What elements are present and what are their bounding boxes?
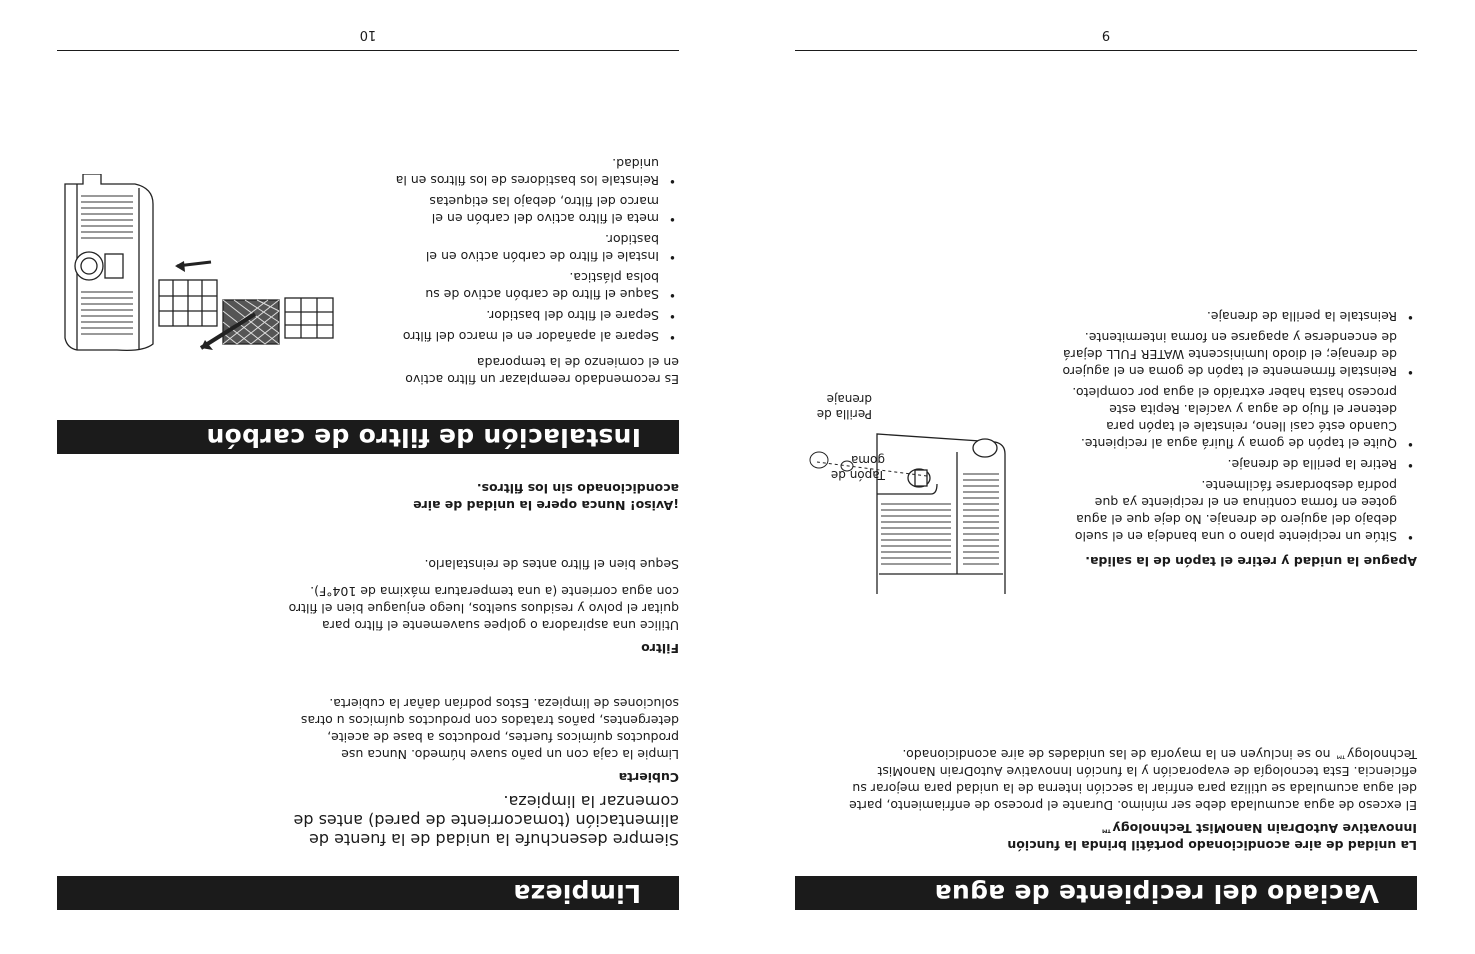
section-heading-cleaning: Limpieza	[57, 876, 679, 910]
list-item: • Separe al apañador en el marco del filtro	[389, 328, 679, 345]
list-item: • Instale el filtro de carbón activo en el bastidor.	[389, 231, 679, 265]
footer-rule	[57, 50, 679, 51]
carbon-steps	[389, 151, 679, 388]
callout-rubber-plug: Tapón de goma	[830, 453, 885, 482]
steps-list	[1057, 308, 1417, 545]
cabinet-section	[284, 695, 679, 786]
filter-title: Filtro	[641, 641, 679, 656]
filter-text: Utilice una aspiradora o golpee suavemente el filtro para quitar el polvo y residuos sueltos, luego enjuague bien el filtro con agua corriente (a una temperatura máxima de 104°F).	[288, 584, 679, 633]
intro-paragraph: El exceso de agua acumulada debe ser mínimo. Durante el proceso de enfriamiento, parte del agua acumulada se utiliza para enfriar la sección interna de la unidad para mejorar su eficiencia. Esta tecnología de evaporación y la función Innovative AutoDrain NanoMist Technology™ no se incluyen en la mayoría de las unidades de aire acondicionado.	[849, 747, 1417, 813]
drain-steps	[1057, 304, 1417, 570]
page-10	[57, 0, 679, 954]
page-number: 9	[1101, 27, 1111, 42]
list-item: • meta el filtro activo del carbón en el marco del filtro, debajo las etiquetas	[389, 193, 679, 227]
cabinet-text: Limpie la caja con un paño suave húmedo. Nunca use productos químicos fuertes, productos a base de aceite, detergentes, paños tratados con productos químicos u otras soluciones de limpieza. Estos podrían dañar la cubierta.	[300, 696, 679, 762]
page-number: 10	[359, 27, 377, 42]
list-item: • Quite el tapón de goma y fluirá agua al recipiente. Cuando esté casi lleno, reinstale el tapón para detener el flujo de agua y vacíela. Repita este proceso hasta haber extraído el agua por completo.	[1057, 384, 1417, 452]
cabinet-title: Cubierta	[618, 770, 679, 785]
list-item: • Separe el filtro del bastidor.	[389, 307, 679, 324]
warning-no-filter: ¡Aviso! Nunca opere la unidad de aire acondicionado sin los filtros.	[413, 481, 679, 513]
page-9	[795, 0, 1417, 954]
list-item: • Saque el filtro de carbón activo de su bolsa plástica.	[389, 269, 679, 303]
filter-section	[284, 556, 679, 657]
autodrain-intro	[817, 746, 1417, 854]
list-item: • Reinstale firmemente el tapón de goma en el agujero de drenaje; el diodo luminiscente WATER FULL dejará de encenderse y apagarse en forma intermitente.	[1057, 329, 1417, 380]
list-item: • Reinstale la perilla de drenaje.	[1057, 308, 1417, 325]
section-heading-carbon-filter: Instalación de filtro de carbón	[57, 420, 679, 454]
list-item: • Retire la perilla de drenaje.	[1057, 456, 1417, 473]
steps-title: Apague la unidad y retire el tapón de la salida.	[1085, 554, 1417, 569]
carbon-filter-illustration	[57, 174, 339, 354]
list-item: • Sitúe un recipiente plano o una bandeja en el suelo debajo del agujero de drenaje. No deje que el agua gotee en forma continua en el recipiente ya que podría desbordarse fácilmente.	[1057, 477, 1417, 545]
unplug-note: Siempre desenchufe la unidad de la fuente de alimentación (tomacorriente de pared) antes de comenzar la limpieza.	[293, 792, 679, 849]
callout-drain-knob: Perilla de drenaje	[816, 392, 872, 421]
carbon-steps-list	[389, 155, 679, 345]
filter-dry-note: Seque bien el filtro antes de reinstalarlo.	[424, 557, 679, 572]
intro-title-line1: La unidad de aire acondicionado portátil brinda la función	[1007, 838, 1417, 853]
section-heading-water-tank: Vaciado del recipiente de agua	[795, 876, 1417, 910]
carbon-intro: Es recomendado reemplazar un filtro activo en el comienzo de la temporada	[405, 355, 679, 387]
intro-title-line2: Innovative AutoDrain NanoMist Technology™	[1100, 821, 1417, 836]
footer-rule	[795, 50, 1417, 51]
list-item: • Reinstale los bastidores de los filtros en la unidad.	[389, 155, 679, 189]
